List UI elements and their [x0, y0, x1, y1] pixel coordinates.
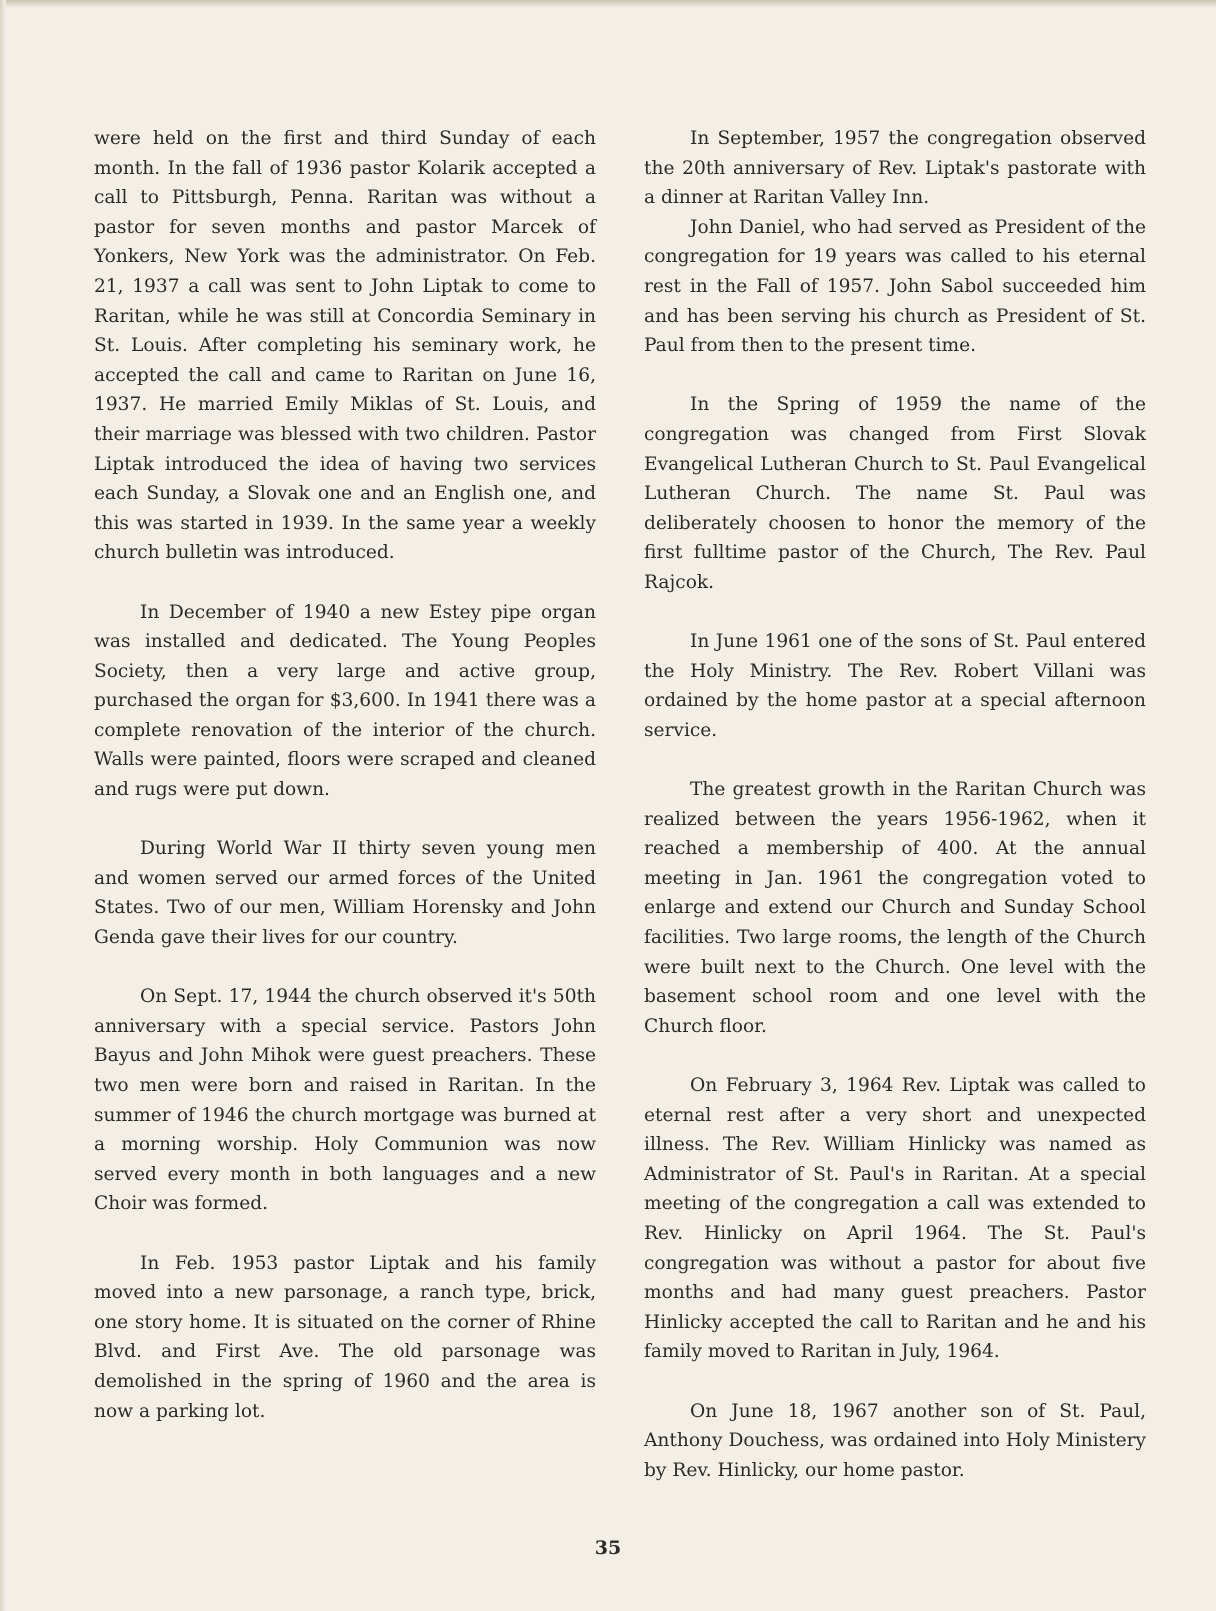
- paragraph-1936-1939: were held on the first and third Sunday of each month. In the fall of 1936 pastor Kolarik accepted a call to Pittsburgh, Penna. Raritan was without a pastor for seven months and pastor Marcek of Yonkers, New York was the administrator. On Feb. 21, 1937 a call was sent to John Liptak to come to Raritan, while he was still at Concordia Seminary in St. Louis. After completing his seminary work, he accepted the call and came to Raritan on June 16, 1937. He married Emily Miklas of St. Louis, and their marriage was blessed with two children. Pastor Liptak introduced the idea of having two services each Sunday, a Slovak one and an English one, and this was started in 1939. In the same year a weekly church bulletin was introduced.: [94, 128, 596, 564]
- paragraph-john-daniel: John Daniel, who had served as President of the congregation for 19 years was called to his eternal rest in the Fall of 1957. John Sabol succeeded him and has been serving his church as President of St. Paul from then to the present time.: [644, 216, 1146, 357]
- page-top-edge: [0, 0, 1216, 8]
- paragraph-anthony-douchess: On June 18, 1967 another son of St. Paul, Anthony Douchess, was ordained into Holy Ministery by Rev. Hinlicky, our home pastor.: [644, 1400, 1146, 1481]
- paragraph-growth: The greatest growth in the Raritan Church was realized between the years 1956-1962, when it reached a membership of 400. At the annual meeting in Jan. 1961 the congregation voted to enlarge and extend our Church and Sunday School facilities. Two large rooms, the length of the Church were built next to the Church. One level with the basement school room and one level with the Church floor.: [644, 779, 1146, 1037]
- paragraph-rev-hinlicky: On February 3, 1964 Rev. Liptak was called to eternal rest after a very short and unexpected illness. The Rev. William Hinlicky was named as Administrator of St. Paul's in Raritan. At a special meeting of the congregation a call was extended to Rev. Hinlicky on April 1964. The St. Paul's congregation was without a pastor for about five months and had many guest preachers. Pastor Hinlicky accepted the call to Raritan and he and his family moved to Raritan in July, 1964.: [644, 1075, 1146, 1363]
- page-number: 35: [594, 1537, 622, 1559]
- paragraph-robert-villani: In June 1961 one of the sons of St. Paul entered the Holy Ministry. The Rev. Robert Villani was ordained by the home pastor at a special afternoon service.: [644, 631, 1146, 741]
- paragraph-world-war-ii: During World War II thirty seven young men and women served our armed forces of the United States. Two of our men, William Horensky and John Genda gave their lives for our country.: [94, 838, 596, 949]
- paragraph-new-parsonage: In Feb. 1953 pastor Liptak and his family moved into a new parsonage, a ranch type, brick, one story home. It is situated on the corner of Rhine Blvd. and First Ave. The old parsonage was demolished in the spring of 1960 and the area is now a parking lot.: [94, 1252, 596, 1422]
- page-left-shadow: [0, 0, 6, 1611]
- paragraph-20th-anniversary: In September, 1957 the congregation observed the 20th anniversary of Rev. Liptak's pastorate with a dinner at Raritan Valley Inn.: [644, 128, 1146, 209]
- paragraph-50th-anniversary: On Sept. 17, 1944 the church observed it's 50th anniversary with a special service. Pastors John Bayus and John Mihok were guest preachers. These two men were born and raised in Raritan. In the summer of 1946 the church mortgage was burned at a morning worship. Holy Communion was now served every month in both languages and a new Choir was formed.: [94, 986, 596, 1215]
- right-column: [644, 124, 1146, 1485]
- paragraph-name-change: In the Spring of 1959 the name of the congregation was changed from First Slovak Evangelical Lutheran Church to St. Paul Evangelical Lutheran Church. The name St. Paul was deliberately choosen to honor the memory of the first fulltime pastor of the Church, The Rev. Paul Rajcok.: [644, 394, 1146, 593]
- paragraph-pipe-organ: In December of 1940 a new Estey pipe organ was installed and dedicated. The Young Peoples Society, then a very large and active group, purchased the organ for $3,600. In 1941 there was a complete renovation of the interior of the church. Walls were painted, floors were scraped and cleaned and rugs were put down.: [94, 601, 596, 801]
- left-column: [94, 124, 596, 1426]
